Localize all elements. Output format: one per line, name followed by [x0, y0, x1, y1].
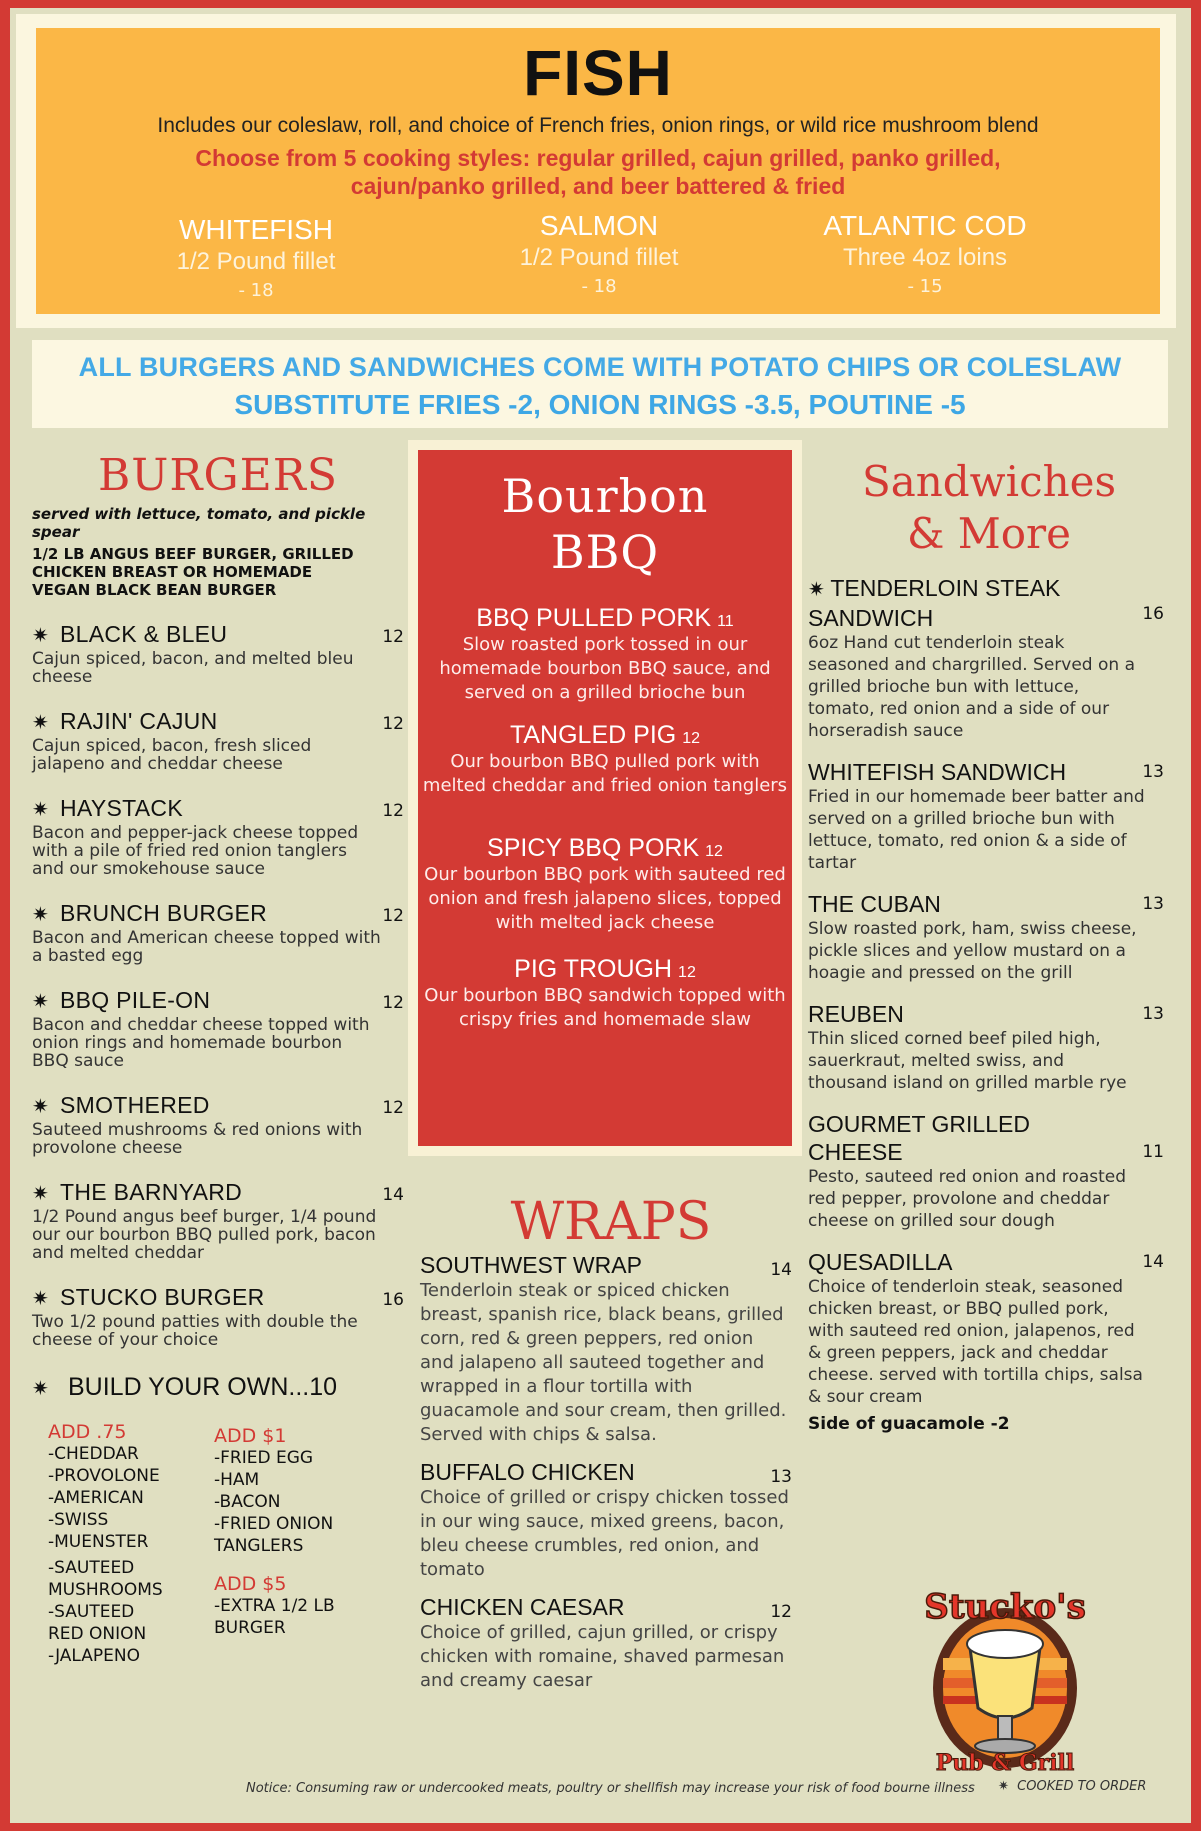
sandwich-item-tenderloin-steak: [808, 574, 1170, 742]
sandwich-desc: Choice of tenderloin steak, seasoned chicken breast, or BBQ pulled pork, with sauteed red onion, jalapenos, red & green peppers, jack and cheddar cheese. served with tortilla chips, salsa & sour cream: [808, 1277, 1143, 1407]
bbq-item-name: BBQ PULLED PORK: [476, 604, 712, 632]
fish-item-desc: Three 4oz loins: [842, 244, 1008, 271]
burgers-column: [32, 450, 404, 1666]
sides-banner-line2: SUBSTITUTE FRIES -2, ONION RINGS -3.5, POUTINE -5: [234, 389, 966, 420]
wraps-title: WRAPS: [510, 1192, 712, 1252]
bbq-item-price: 12: [705, 843, 723, 860]
burgers-options: 1/2 LB ANGUS BEEF BURGER, GRILLED CHICKEN BREAST OR HOMEMADE VEGAN BLACK BEAN BURGER: [32, 545, 354, 599]
stuckos-logo: [910, 1578, 1100, 1778]
addon-item: -SAUTEED: [48, 1602, 135, 1622]
fish-item-name: ATLANTIC COD: [823, 210, 1027, 241]
logo-subtitle: Pub & Grill: [935, 1750, 1075, 1776]
burger-desc: Bacon and American cheese topped with a basted egg: [32, 928, 381, 966]
burger-price: 12: [382, 993, 404, 1013]
sandwich-desc: 6oz Hand cut tenderloin steak seasoned and chargrilled. Served on a grilled brioche bun with lettuce, tomato, red onion and a side of our horseradish sauce: [808, 633, 1135, 741]
burger-desc: Bacon and cheddar cheese topped with onion rings and homemade bourbon BBQ sauce: [32, 1015, 370, 1071]
sides-banner: [32, 340, 1168, 428]
cooked-to-order-legend: [998, 1779, 1146, 1794]
burger-item-bbq-pile-on: [32, 987, 404, 1070]
sandwich-desc: Pesto, sauteed red onion and roasted red pepper, provolone and cheddar cheese on grilled sour dough: [808, 1167, 1127, 1231]
sandwich-name: TENDERLOIN STEAK SANDWICH: [808, 575, 1061, 631]
addon-item: -CHEDDAR: [48, 1444, 139, 1464]
burger-name: RAJIN' CAJUN: [60, 708, 218, 734]
burger-item-the-barnyard: [32, 1179, 404, 1262]
addon-item: -SAUTEED: [48, 1558, 135, 1578]
addon-item: -FRIED ONION: [214, 1514, 334, 1534]
burger-item-haystack: [32, 795, 404, 878]
sandwich-item-reuben: [808, 1000, 1170, 1094]
sandwich-desc: Thin sliced corned beef piled high, sauerkraut, melted swiss, and thousand island on grilled marble rye: [808, 1029, 1127, 1093]
fish-section: [36, 28, 1160, 314]
burger-item-brunch-burger: [32, 900, 404, 965]
sandwich-name: QUESADILLA: [808, 1249, 953, 1275]
bbq-item-spicy-bbq-pork: [418, 834, 792, 935]
bbq-item-name: SPICY BBQ PORK: [487, 834, 700, 862]
burger-price: 12: [382, 714, 404, 734]
burger-name: STUCKO BURGER: [60, 1284, 265, 1310]
addon-column-5: [214, 1573, 335, 1639]
build-your-own: [32, 1373, 404, 1666]
bourbon-bbq-title-line1: Bourbon: [501, 469, 709, 523]
wrap-price: 13: [770, 1467, 792, 1487]
guacamole-addon: Side of guacamole -2: [808, 1414, 1010, 1434]
burger-desc: Sauteed mushrooms & red onions with provolone cheese: [32, 1120, 363, 1158]
food-safety-notice: Notice: Consuming raw or undercooked meats, poultry or shellfish may increase your risk of food bourne illness: [246, 1781, 975, 1796]
wrap-name: BUFFALO CHICKEN: [420, 1459, 635, 1485]
bbq-item-tangled-pig: [418, 721, 792, 798]
addon-item: -BACON: [214, 1492, 281, 1512]
wrap-item-southwest: [420, 1252, 802, 1447]
burger-price: 12: [382, 1098, 404, 1118]
sandwich-price: 13: [1142, 1004, 1164, 1024]
burger-price: 12: [382, 801, 404, 821]
cooked-to-order-text: COOKED TO ORDER: [1017, 1779, 1147, 1794]
bbq-item-name: PIG TROUGH: [514, 955, 673, 983]
bbq-item-pig-trough: [418, 955, 792, 1032]
cooked-to-order-icon: ✷: [32, 797, 49, 821]
bourbon-bbq-title: [418, 468, 792, 580]
bourbon-bbq-frame: [408, 440, 802, 1156]
burger-item-black-bleu: [32, 621, 404, 686]
fish-item-name: SALMON: [539, 210, 659, 241]
fish-cooking-styles: Choose from 5 cooking styles: regular grilled, cajun grilled, panko grilled, cajun/panko grilled, and beer battered & fried: [195, 145, 1001, 199]
burger-desc: 1/2 Pound angus beef burger, 1/4 pound our our bourbon BBQ pulled pork, bacon and melted cheddar: [32, 1207, 377, 1263]
sandwich-name: WHITEFISH SANDWICH: [808, 759, 1067, 785]
cooked-to-order-icon: ✷: [32, 902, 49, 926]
fish-item-price: - 18: [581, 276, 617, 297]
addon-heading: ADD $1: [214, 1425, 287, 1447]
sandwiches-title: [808, 456, 1170, 560]
addon-item: RED ONION: [48, 1624, 147, 1644]
addon-heading: ADD .75: [48, 1421, 127, 1443]
addon-item: -JALAPENO: [48, 1646, 141, 1666]
bourbon-bbq-title-line2: BBQ: [550, 525, 660, 579]
cooked-to-order-icon: ✷: [32, 710, 49, 734]
fish-item-atlantic-cod: [755, 210, 1095, 297]
burger-desc: Cajun spiced, bacon, and melted bleu cheese: [32, 649, 354, 687]
addon-item: -HAM: [214, 1470, 260, 1490]
fish-title: FISH: [523, 37, 673, 109]
addon-item: -MUENSTER: [48, 1532, 149, 1552]
sandwich-item-gourmet-grilled-cheese: [808, 1110, 1170, 1232]
bbq-item-pulled-pork: [418, 604, 792, 705]
sandwich-price: 16: [1142, 604, 1164, 624]
burger-name: BBQ PILE-ON: [60, 987, 211, 1013]
fish-includes: Includes our coleslaw, roll, and choice of French fries, onion rings, or wild rice mushroom blend: [157, 114, 1039, 137]
burger-desc: Bacon and pepper-jack cheese topped with a pile of fried red onion tanglers and our smokehouse sauce: [32, 823, 359, 879]
sides-banner-line1: ALL BURGERS AND SANDWICHES COME WITH POTATO CHIPS OR COLESLAW: [78, 352, 1122, 382]
addon-heading: ADD $5: [214, 1573, 287, 1595]
wraps-section: [420, 1192, 802, 1693]
fish-item-desc: 1/2 Pound fillet: [176, 248, 336, 275]
burger-price: 14: [382, 1185, 404, 1205]
addon-column-1: [214, 1425, 333, 1557]
sandwich-item-quesadilla: [808, 1248, 1170, 1408]
logo-wordmark: Stucko's: [924, 1587, 1086, 1627]
cooked-to-order-icon: ✷: [32, 1286, 49, 1310]
fish-item-desc: 1/2 Pound fillet: [519, 244, 679, 271]
burgers-subtitle: served with lettuce, tomato, and pickle spear: [32, 505, 366, 541]
burger-desc: Two 1/2 pound patties with double the cheese of your choice: [32, 1312, 358, 1350]
burger-name: BRUNCH BURGER: [60, 900, 268, 926]
sandwich-desc: Fried in our homemade beer batter and served on a grilled brioche bun with lettuce, tomato, red onion & a side of tartar: [808, 787, 1145, 873]
burgers-title: BURGERS: [97, 450, 339, 501]
fish-section-frame: [16, 14, 1176, 328]
bbq-item-desc: Our bourbon BBQ pork with sauteed red onion and fresh jalapeno slices, topped with melted jack cheese: [424, 864, 786, 933]
bbq-item-price: 11: [717, 613, 734, 630]
sandwich-name: REUBEN: [808, 1001, 904, 1027]
build-your-own-title: BUILD YOUR OWN...10: [68, 1373, 338, 1401]
wrap-name: SOUTHWEST WRAP: [420, 1252, 642, 1278]
fish-item-name: WHITEFISH: [179, 214, 333, 245]
burger-item-stucko-burger: [32, 1284, 404, 1349]
fish-item-price: - 18: [238, 280, 274, 301]
cooked-to-order-icon: ✷: [998, 1779, 1018, 1794]
burger-item-smothered: [32, 1092, 404, 1157]
burger-item-rajin-cajun: [32, 708, 404, 773]
sandwich-price: 11: [1142, 1142, 1164, 1162]
wrap-name: CHICKEN CAESAR: [420, 1594, 625, 1620]
sandwich-price: 13: [1142, 762, 1164, 782]
sandwich-price: 14: [1142, 1252, 1164, 1272]
addon-item: -AMERICAN: [48, 1488, 144, 1508]
bbq-item-price: 12: [678, 964, 696, 981]
bbq-item-desc: Our bourbon BBQ sandwich topped with crispy fries and homemade slaw: [424, 985, 786, 1030]
addon-item: -EXTRA 1/2 LB: [214, 1596, 335, 1616]
sandwich-item-whitefish: [808, 758, 1170, 874]
wrap-desc: Choice of grilled, cajun grilled, or crispy chicken with romaine, shaved parmesan and creamy caesar: [420, 1622, 785, 1691]
sandwich-item-the-cuban: [808, 890, 1170, 984]
sandwiches-column: [808, 456, 1170, 1434]
menu-page: [10, 8, 1191, 1823]
cooked-to-order-icon: ✷: [32, 1376, 49, 1400]
burger-price: 12: [382, 906, 404, 926]
sandwiches-title-line2: & More: [907, 509, 1071, 558]
addon-item: -SWISS: [48, 1510, 109, 1530]
addon-item: TANGLERS: [214, 1536, 304, 1556]
addon-item: BURGER: [214, 1618, 286, 1638]
bbq-item-price: 12: [682, 730, 701, 747]
burger-price: 16: [382, 1290, 404, 1310]
burger-name: THE BARNYARD: [60, 1179, 243, 1205]
wrap-desc: Choice of grilled or crispy chicken tossed in our wing sauce, mixed greens, bacon, bleu cheese crumbles, red onion, and tomato: [420, 1487, 789, 1580]
wrap-item-chicken-caesar: [420, 1594, 802, 1693]
bbq-item-name: TANGLED PIG: [509, 721, 677, 749]
addon-item: MUSHROOMS: [48, 1580, 163, 1600]
bbq-item-desc: Slow roasted pork tossed in our homemade bourbon BBQ sauce, and served on a grilled brioche bun: [439, 634, 771, 703]
wrap-price: 12: [770, 1602, 792, 1622]
fish-item-whitefish: [86, 214, 426, 301]
wrap-item-buffalo-chicken: [420, 1459, 802, 1582]
addon-item: -FRIED EGG: [214, 1448, 314, 1468]
bbq-item-desc: Our bourbon BBQ pulled pork with melted cheddar and fried onion tanglers: [422, 751, 788, 796]
cooked-to-order-icon: ✷: [808, 579, 831, 601]
addon-item: -PROVOLONE: [48, 1466, 160, 1486]
sandwich-desc: Slow roasted pork, ham, swiss cheese, pickle slices and yellow mustard on a hoagie and pressed on the grill: [808, 919, 1137, 983]
bourbon-bbq-section: [418, 450, 792, 1146]
cooked-to-order-icon: ✷: [32, 1181, 49, 1205]
cooked-to-order-icon: ✷: [32, 989, 49, 1013]
addon-column-75: [48, 1421, 163, 1667]
wrap-price: 14: [770, 1260, 792, 1280]
sandwich-name: GOURMET GRILLED CHEESE: [808, 1111, 1030, 1165]
fish-item-price: - 15: [907, 276, 943, 297]
burger-name: SMOTHERED: [60, 1092, 210, 1118]
sandwich-price: 13: [1142, 894, 1164, 914]
wrap-desc: Tenderloin steak or spiced chicken breast, spanish rice, black beans, grilled corn, red & green peppers, red onion and jalapeno all sauteed together and wrapped in a flour tortilla with guacamole and sour cream, then grilled. Served with chips & salsa.: [420, 1280, 787, 1445]
burger-name: HAYSTACK: [60, 795, 183, 821]
cooked-to-order-icon: ✷: [32, 1094, 49, 1118]
sandwich-name: THE CUBAN: [808, 891, 941, 917]
sandwiches-title-line1: Sandwiches: [861, 457, 1117, 506]
cooked-to-order-icon: ✷: [32, 623, 49, 647]
burger-name: BLACK & BLEU: [60, 621, 228, 647]
burger-price: 12: [382, 627, 404, 647]
fish-item-salmon: [429, 210, 769, 297]
burger-desc: Cajun spiced, bacon, fresh sliced jalapeno and cheddar cheese: [32, 736, 312, 774]
